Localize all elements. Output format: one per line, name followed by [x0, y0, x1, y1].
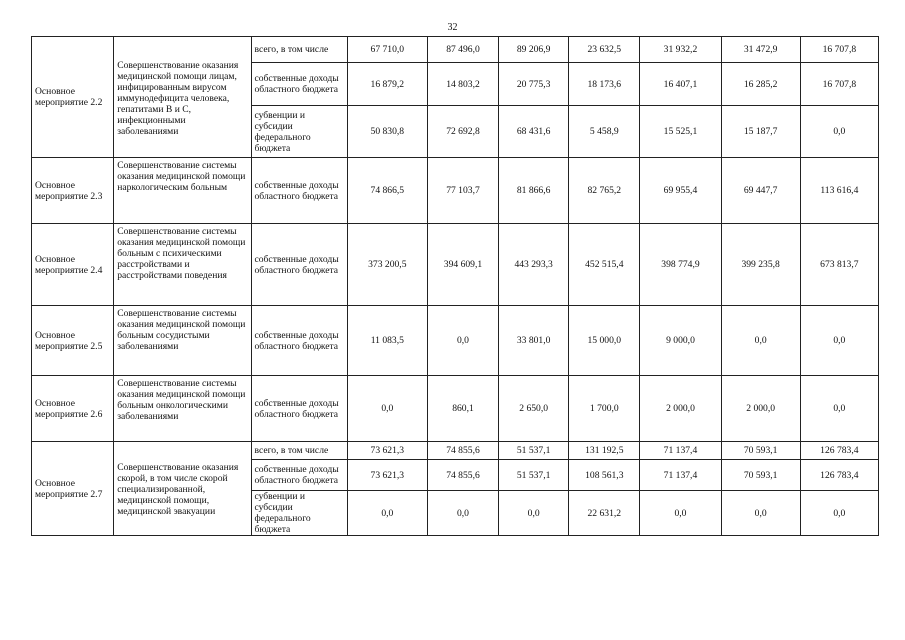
event-name-cell: Основное мероприятие 2.2 — [32, 37, 114, 158]
amount-cell: 18 173,6 — [569, 63, 640, 106]
amount-cell: 31 932,2 — [640, 37, 721, 63]
funding-source-cell: всего, в том числе — [251, 442, 347, 460]
amount-cell: 69 447,7 — [721, 158, 800, 224]
amount-cell: 5 458,9 — [569, 106, 640, 158]
amount-cell: 16 407,1 — [640, 63, 721, 106]
amount-cell: 131 192,5 — [569, 442, 640, 460]
amount-cell: 71 137,4 — [640, 460, 721, 491]
amount-cell: 394 609,1 — [427, 224, 498, 306]
amount-cell: 0,0 — [499, 491, 569, 536]
table-row — [32, 306, 879, 376]
amount-cell: 23 632,5 — [569, 37, 640, 63]
amount-cell: 15 000,0 — [569, 306, 640, 376]
amount-cell: 67 710,0 — [347, 37, 427, 63]
event-name-cell: Основное мероприятие 2.5 — [32, 306, 114, 376]
table-row — [32, 224, 879, 306]
amount-cell: 51 537,1 — [499, 460, 569, 491]
amount-cell: 73 621,3 — [347, 442, 427, 460]
amount-cell: 2 000,0 — [640, 376, 721, 442]
funding-source-cell: субвенции и субсидии федерального бюджета — [251, 491, 347, 536]
funding-source-cell: собственные доходы областного бюджета — [251, 306, 347, 376]
amount-cell: 74 855,6 — [427, 442, 498, 460]
amount-cell: 15 187,7 — [721, 106, 800, 158]
amount-cell: 16 707,8 — [800, 37, 878, 63]
amount-cell: 2 650,0 — [499, 376, 569, 442]
event-name-cell: Основное мероприятие 2.4 — [32, 224, 114, 306]
amount-cell: 74 866,5 — [347, 158, 427, 224]
table-row — [32, 158, 879, 224]
amount-cell: 0,0 — [640, 491, 721, 536]
amount-cell: 81 866,6 — [499, 158, 569, 224]
amount-cell: 0,0 — [800, 306, 878, 376]
amount-cell: 126 783,4 — [800, 442, 878, 460]
amount-cell: 0,0 — [721, 306, 800, 376]
amount-cell: 0,0 — [721, 491, 800, 536]
amount-cell: 2 000,0 — [721, 376, 800, 442]
funding-source-cell: собственные доходы областного бюджета — [251, 224, 347, 306]
amount-cell: 33 801,0 — [499, 306, 569, 376]
amount-cell: 108 561,3 — [569, 460, 640, 491]
amount-cell: 68 431,6 — [499, 106, 569, 158]
funding-source-cell: всего, в том числе — [251, 37, 347, 63]
event-name-cell: Основное мероприятие 2.3 — [32, 158, 114, 224]
amount-cell: 70 593,1 — [721, 442, 800, 460]
event-description-cell: Совершенствование системы оказания медицинской помощи больным онкологическими заболеваниями — [114, 376, 251, 442]
funding-source-cell: собственные доходы областного бюджета — [251, 376, 347, 442]
amount-cell: 31 472,9 — [721, 37, 800, 63]
table-row — [32, 37, 879, 63]
table-body — [32, 37, 879, 536]
amount-cell: 860,1 — [427, 376, 498, 442]
amount-cell: 0,0 — [800, 106, 878, 158]
amount-cell: 443 293,3 — [499, 224, 569, 306]
table-row — [32, 442, 879, 460]
event-description-cell: Совершенствование системы оказания медицинской помощи больным сосудистыми заболеваниями — [114, 306, 251, 376]
amount-cell: 0,0 — [347, 376, 427, 442]
amount-cell: 89 206,9 — [499, 37, 569, 63]
amount-cell: 0,0 — [427, 306, 498, 376]
amount-cell: 16 707,8 — [800, 63, 878, 106]
amount-cell: 0,0 — [800, 491, 878, 536]
funding-source-cell: собственные доходы областного бюджета — [251, 460, 347, 491]
amount-cell: 0,0 — [800, 376, 878, 442]
amount-cell: 87 496,0 — [427, 37, 498, 63]
amount-cell: 22 631,2 — [569, 491, 640, 536]
table-row — [32, 376, 879, 442]
amount-cell: 69 955,4 — [640, 158, 721, 224]
amount-cell: 72 692,8 — [427, 106, 498, 158]
amount-cell: 113 616,4 — [800, 158, 878, 224]
amount-cell: 70 593,1 — [721, 460, 800, 491]
amount-cell: 77 103,7 — [427, 158, 498, 224]
amount-cell: 71 137,4 — [640, 442, 721, 460]
event-description-cell: Совершенствование оказания скорой, в том числе скорой специализированной, медицинской помощи, медицинской эвакуации — [114, 442, 251, 536]
event-description-cell: Совершенствование системы оказания медицинской помощи больным с психическими расстройствами и расстройствами поведения — [114, 224, 251, 306]
amount-cell: 20 775,3 — [499, 63, 569, 106]
amount-cell: 373 200,5 — [347, 224, 427, 306]
amount-cell: 673 813,7 — [800, 224, 878, 306]
amount-cell: 50 830,8 — [347, 106, 427, 158]
amount-cell: 0,0 — [427, 491, 498, 536]
budget-table — [31, 36, 879, 536]
funding-source-cell: субвенции и субсидии федерального бюджета — [251, 106, 347, 158]
amount-cell: 9 000,0 — [640, 306, 721, 376]
event-description-cell: Совершенствование оказания медицинской помощи лицам, инфицированным вирусом иммунодефицита человека, гепатитами В и С, инфекционными заболеваниями — [114, 37, 251, 158]
funding-source-cell: собственные доходы областного бюджета — [251, 63, 347, 106]
amount-cell: 82 765,2 — [569, 158, 640, 224]
amount-cell: 16 879,2 — [347, 63, 427, 106]
amount-cell: 126 783,4 — [800, 460, 878, 491]
amount-cell: 1 700,0 — [569, 376, 640, 442]
amount-cell: 14 803,2 — [427, 63, 498, 106]
amount-cell: 452 515,4 — [569, 224, 640, 306]
event-description-cell: Совершенствование системы оказания медицинской помощи наркологическим больным — [114, 158, 251, 224]
amount-cell: 74 855,6 — [427, 460, 498, 491]
amount-cell: 15 525,1 — [640, 106, 721, 158]
amount-cell: 11 083,5 — [347, 306, 427, 376]
amount-cell: 51 537,1 — [499, 442, 569, 460]
amount-cell: 398 774,9 — [640, 224, 721, 306]
amount-cell: 73 621,3 — [347, 460, 427, 491]
amount-cell: 16 285,2 — [721, 63, 800, 106]
amount-cell: 399 235,8 — [721, 224, 800, 306]
event-name-cell: Основное мероприятие 2.7 — [32, 442, 114, 536]
page-number: 32 — [447, 22, 458, 33]
event-name-cell: Основное мероприятие 2.6 — [32, 376, 114, 442]
amount-cell: 0,0 — [347, 491, 427, 536]
funding-source-cell: собственные доходы областного бюджета — [251, 158, 347, 224]
